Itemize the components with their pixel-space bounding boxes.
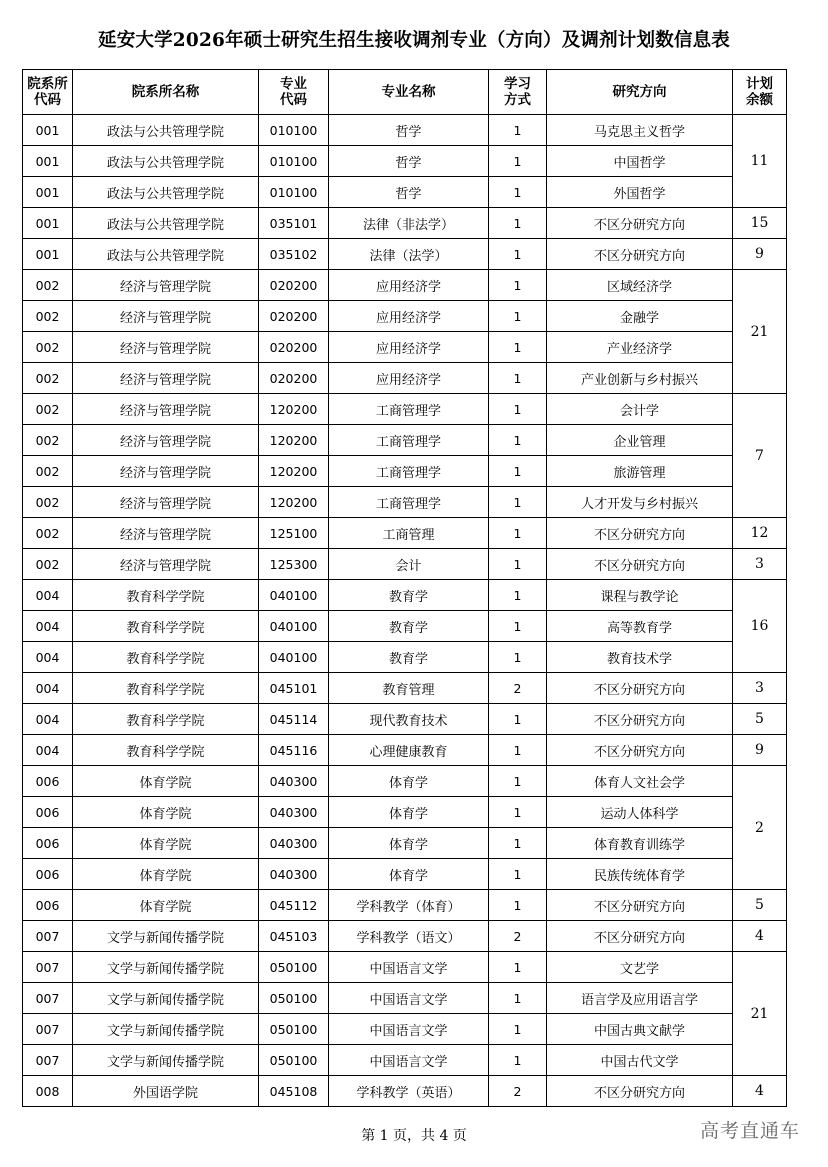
- cell-major-name: 体育学: [329, 766, 489, 797]
- cell-major-code: 045103: [259, 921, 329, 952]
- cell-plan-balance: 3: [733, 549, 787, 580]
- table-row: [23, 332, 787, 363]
- cell-major-name: 教育学: [329, 642, 489, 673]
- cell-major-code: 045114: [259, 704, 329, 735]
- cell-major-name: 工商管理: [329, 518, 489, 549]
- cell-major-name: 法律（法学）: [329, 239, 489, 270]
- cell-study-mode: 1: [489, 859, 547, 890]
- table-row: [23, 1014, 787, 1045]
- cell-major-code: 040100: [259, 611, 329, 642]
- cell-major-code: 020200: [259, 332, 329, 363]
- cell-study-mode: 1: [489, 518, 547, 549]
- cell-dept-name: 经济与管理学院: [73, 487, 259, 518]
- table-row: [23, 611, 787, 642]
- cell-plan-balance: 11: [733, 115, 787, 208]
- cell-study-mode: 1: [489, 177, 547, 208]
- table-row: [23, 642, 787, 673]
- cell-dept-code: 004: [23, 704, 73, 735]
- cell-major-name: 心理健康教育: [329, 735, 489, 766]
- cell-direction: 运动人体科学: [547, 797, 733, 828]
- table-row: [23, 301, 787, 332]
- cell-major-code: 040300: [259, 828, 329, 859]
- table-row: [23, 270, 787, 301]
- cell-major-name: 哲学: [329, 146, 489, 177]
- table-row: [23, 115, 787, 146]
- cell-plan-balance: 2: [733, 766, 787, 890]
- cell-direction: 不区分研究方向: [547, 1076, 733, 1107]
- cell-major-code: 040300: [259, 766, 329, 797]
- cell-dept-code: 002: [23, 425, 73, 456]
- cell-dept-code: 004: [23, 735, 73, 766]
- cell-study-mode: 1: [489, 115, 547, 146]
- cell-dept-code: 002: [23, 332, 73, 363]
- cell-major-name: 教育学: [329, 611, 489, 642]
- cell-dept-name: 体育学院: [73, 859, 259, 890]
- cell-direction: 企业管理: [547, 425, 733, 456]
- cell-major-name: 体育学: [329, 859, 489, 890]
- cell-study-mode: 2: [489, 673, 547, 704]
- cell-major-code: 050100: [259, 1045, 329, 1076]
- cell-dept-code: 006: [23, 859, 73, 890]
- table-row: [23, 518, 787, 549]
- cell-plan-balance: 16: [733, 580, 787, 673]
- cell-major-code: 035101: [259, 208, 329, 239]
- cell-study-mode: 1: [489, 425, 547, 456]
- table-row: [23, 146, 787, 177]
- cell-plan-balance: 21: [733, 952, 787, 1076]
- cell-major-name: 哲学: [329, 177, 489, 208]
- cell-direction: 文艺学: [547, 952, 733, 983]
- cell-major-code: 045108: [259, 1076, 329, 1107]
- cell-study-mode: 1: [489, 456, 547, 487]
- cell-dept-name: 经济与管理学院: [73, 549, 259, 580]
- cell-direction: 不区分研究方向: [547, 239, 733, 270]
- cell-study-mode: 2: [489, 1076, 547, 1107]
- cell-major-name: 工商管理学: [329, 487, 489, 518]
- cell-direction: 民族传统体育学: [547, 859, 733, 890]
- table-row: [23, 580, 787, 611]
- cell-plan-balance: 9: [733, 239, 787, 270]
- cell-direction: 会计学: [547, 394, 733, 425]
- table-row: [23, 1076, 787, 1107]
- cell-direction: 不区分研究方向: [547, 890, 733, 921]
- cell-plan-balance: 4: [733, 921, 787, 952]
- table-row: [23, 704, 787, 735]
- cell-dept-name: 经济与管理学院: [73, 456, 259, 487]
- page-number: 第 1 页，共 4 页: [361, 1128, 467, 1144]
- cell-major-name: 中国语言文学: [329, 1045, 489, 1076]
- cell-study-mode: 2: [489, 921, 547, 952]
- cell-direction: 不区分研究方向: [547, 208, 733, 239]
- cell-major-code: 045101: [259, 673, 329, 704]
- cell-major-name: 法律（非法学）: [329, 208, 489, 239]
- cell-direction: 不区分研究方向: [547, 735, 733, 766]
- table-row: [23, 797, 787, 828]
- cell-major-code: 040100: [259, 580, 329, 611]
- adjustment-table: [22, 69, 787, 1107]
- cell-study-mode: 1: [489, 208, 547, 239]
- cell-major-name: 学科教学（语文）: [329, 921, 489, 952]
- cell-study-mode: 1: [489, 270, 547, 301]
- table-row: [23, 890, 787, 921]
- cell-dept-name: 教育科学学院: [73, 580, 259, 611]
- cell-direction: 课程与教学论: [547, 580, 733, 611]
- cell-major-name: 应用经济学: [329, 332, 489, 363]
- cell-major-name: 哲学: [329, 115, 489, 146]
- cell-major-code: 040300: [259, 859, 329, 890]
- cell-dept-name: 政法与公共管理学院: [73, 208, 259, 239]
- cell-direction: 教育技术学: [547, 642, 733, 673]
- cell-dept-code: 002: [23, 487, 73, 518]
- cell-direction: 中国古典文献学: [547, 1014, 733, 1045]
- cell-direction: 金融学: [547, 301, 733, 332]
- table-row: [23, 735, 787, 766]
- table-row: [23, 983, 787, 1014]
- cell-direction: 不区分研究方向: [547, 673, 733, 704]
- cell-major-code: 035102: [259, 239, 329, 270]
- cell-major-code: 045116: [259, 735, 329, 766]
- header-major-name: 专业名称: [329, 70, 489, 115]
- header-major-code: 专业 代码: [259, 70, 329, 115]
- cell-dept-code: 007: [23, 921, 73, 952]
- cell-dept-code: 007: [23, 952, 73, 983]
- table-row: [23, 673, 787, 704]
- header-study-mode: 学习 方式: [489, 70, 547, 115]
- header-dept-code: 院系所 代码: [23, 70, 73, 115]
- table-row: [23, 487, 787, 518]
- cell-major-name: 工商管理学: [329, 456, 489, 487]
- cell-dept-name: 外国语学院: [73, 1076, 259, 1107]
- cell-direction: 外国哲学: [547, 177, 733, 208]
- cell-study-mode: 1: [489, 952, 547, 983]
- cell-plan-balance: 5: [733, 890, 787, 921]
- cell-major-code: 020200: [259, 363, 329, 394]
- cell-plan-balance: 12: [733, 518, 787, 549]
- cell-dept-name: 经济与管理学院: [73, 363, 259, 394]
- cell-dept-name: 教育科学学院: [73, 642, 259, 673]
- cell-dept-code: 004: [23, 642, 73, 673]
- cell-study-mode: 1: [489, 611, 547, 642]
- cell-dept-code: 001: [23, 146, 73, 177]
- cell-study-mode: 1: [489, 828, 547, 859]
- cell-plan-balance: 9: [733, 735, 787, 766]
- table-row: [23, 921, 787, 952]
- cell-major-code: 120200: [259, 425, 329, 456]
- cell-study-mode: 1: [489, 1014, 547, 1045]
- cell-study-mode: 1: [489, 487, 547, 518]
- cell-plan-balance: 5: [733, 704, 787, 735]
- cell-major-name: 体育学: [329, 828, 489, 859]
- cell-study-mode: 1: [489, 239, 547, 270]
- cell-direction: 体育教育训练学: [547, 828, 733, 859]
- cell-dept-code: 006: [23, 828, 73, 859]
- table-row: [23, 239, 787, 270]
- cell-major-code: 050100: [259, 983, 329, 1014]
- header-dept-name: 院系所名称: [73, 70, 259, 115]
- table-row: [23, 456, 787, 487]
- cell-direction: 人才开发与乡村振兴: [547, 487, 733, 518]
- table-row: [23, 394, 787, 425]
- cell-dept-name: 教育科学学院: [73, 704, 259, 735]
- cell-dept-code: 001: [23, 115, 73, 146]
- table-row: [23, 177, 787, 208]
- cell-major-code: 125300: [259, 549, 329, 580]
- cell-study-mode: 1: [489, 642, 547, 673]
- header-direction: 研究方向: [547, 70, 733, 115]
- cell-plan-balance: 15: [733, 208, 787, 239]
- cell-study-mode: 1: [489, 549, 547, 580]
- cell-dept-name: 体育学院: [73, 766, 259, 797]
- cell-major-name: 应用经济学: [329, 363, 489, 394]
- cell-plan-balance: 4: [733, 1076, 787, 1107]
- cell-major-name: 学科教学（英语）: [329, 1076, 489, 1107]
- cell-dept-code: 002: [23, 456, 73, 487]
- cell-plan-balance: 3: [733, 673, 787, 704]
- cell-direction: 语言学及应用语言学: [547, 983, 733, 1014]
- table-header-row: [23, 70, 787, 115]
- cell-major-code: 045112: [259, 890, 329, 921]
- table-body: [23, 115, 787, 1107]
- cell-direction: 中国古代文学: [547, 1045, 733, 1076]
- cell-direction: 不区分研究方向: [547, 549, 733, 580]
- cell-study-mode: 1: [489, 704, 547, 735]
- cell-study-mode: 1: [489, 1045, 547, 1076]
- cell-direction: 区域经济学: [547, 270, 733, 301]
- table-row: [23, 363, 787, 394]
- cell-direction: 旅游管理: [547, 456, 733, 487]
- cell-study-mode: 1: [489, 332, 547, 363]
- cell-major-name: 现代教育技术: [329, 704, 489, 735]
- cell-study-mode: 1: [489, 983, 547, 1014]
- cell-major-name: 工商管理学: [329, 394, 489, 425]
- header-plan: 计划 余额: [733, 70, 787, 115]
- table-row: [23, 766, 787, 797]
- cell-study-mode: 1: [489, 301, 547, 332]
- adjustment-table-container: [22, 69, 787, 1107]
- cell-direction: 高等教育学: [547, 611, 733, 642]
- cell-dept-code: 001: [23, 239, 73, 270]
- cell-dept-code: 001: [23, 177, 73, 208]
- cell-study-mode: 1: [489, 735, 547, 766]
- cell-major-code: 010100: [259, 177, 329, 208]
- cell-study-mode: 1: [489, 363, 547, 394]
- cell-major-name: 教育管理: [329, 673, 489, 704]
- cell-major-code: 040300: [259, 797, 329, 828]
- cell-direction: 马克思主义哲学: [547, 115, 733, 146]
- cell-major-name: 体育学: [329, 797, 489, 828]
- cell-dept-code: 002: [23, 549, 73, 580]
- cell-major-code: 020200: [259, 301, 329, 332]
- cell-major-code: 120200: [259, 456, 329, 487]
- cell-dept-name: 经济与管理学院: [73, 270, 259, 301]
- cell-dept-name: 文学与新闻传播学院: [73, 1045, 259, 1076]
- cell-study-mode: 1: [489, 394, 547, 425]
- cell-dept-name: 政法与公共管理学院: [73, 115, 259, 146]
- cell-major-name: 中国语言文学: [329, 1014, 489, 1045]
- table-row: [23, 952, 787, 983]
- cell-dept-code: 007: [23, 983, 73, 1014]
- page-title: 延安大学2026年硕士研究生招生接收调剂专业（方向）及调剂计划数信息表: [98, 30, 730, 51]
- cell-dept-name: 政法与公共管理学院: [73, 177, 259, 208]
- cell-dept-code: 002: [23, 301, 73, 332]
- cell-dept-code: 004: [23, 580, 73, 611]
- cell-major-code: 010100: [259, 115, 329, 146]
- cell-dept-code: 007: [23, 1045, 73, 1076]
- table-row: [23, 425, 787, 456]
- cell-dept-code: 006: [23, 766, 73, 797]
- cell-study-mode: 1: [489, 146, 547, 177]
- cell-major-name: 应用经济学: [329, 301, 489, 332]
- cell-dept-name: 体育学院: [73, 890, 259, 921]
- cell-study-mode: 1: [489, 890, 547, 921]
- cell-dept-code: 007: [23, 1014, 73, 1045]
- cell-major-code: 125100: [259, 518, 329, 549]
- cell-dept-name: 经济与管理学院: [73, 301, 259, 332]
- cell-dept-name: 经济与管理学院: [73, 332, 259, 363]
- cell-direction: 中国哲学: [547, 146, 733, 177]
- cell-major-name: 中国语言文学: [329, 983, 489, 1014]
- cell-major-name: 教育学: [329, 580, 489, 611]
- cell-dept-name: 文学与新闻传播学院: [73, 983, 259, 1014]
- table-row: [23, 828, 787, 859]
- cell-direction: 体育人文社会学: [547, 766, 733, 797]
- cell-dept-name: 文学与新闻传播学院: [73, 921, 259, 952]
- cell-dept-name: 体育学院: [73, 828, 259, 859]
- cell-dept-name: 教育科学学院: [73, 673, 259, 704]
- cell-major-code: 050100: [259, 952, 329, 983]
- cell-study-mode: 1: [489, 766, 547, 797]
- cell-dept-name: 政法与公共管理学院: [73, 146, 259, 177]
- cell-major-name: 中国语言文学: [329, 952, 489, 983]
- cell-dept-name: 文学与新闻传播学院: [73, 1014, 259, 1045]
- cell-dept-name: 经济与管理学院: [73, 518, 259, 549]
- cell-major-name: 工商管理学: [329, 425, 489, 456]
- cell-plan-balance: 21: [733, 270, 787, 394]
- cell-dept-code: 008: [23, 1076, 73, 1107]
- cell-major-code: 010100: [259, 146, 329, 177]
- cell-study-mode: 1: [489, 797, 547, 828]
- cell-dept-name: 体育学院: [73, 797, 259, 828]
- cell-direction: 不区分研究方向: [547, 921, 733, 952]
- cell-dept-name: 经济与管理学院: [73, 394, 259, 425]
- cell-major-code: 050100: [259, 1014, 329, 1045]
- cell-major-code: 120200: [259, 394, 329, 425]
- cell-dept-code: 001: [23, 208, 73, 239]
- cell-direction: 产业经济学: [547, 332, 733, 363]
- cell-direction: 不区分研究方向: [547, 518, 733, 549]
- cell-dept-code: 004: [23, 611, 73, 642]
- cell-dept-name: 政法与公共管理学院: [73, 239, 259, 270]
- cell-dept-code: 006: [23, 890, 73, 921]
- table-row: [23, 208, 787, 239]
- cell-study-mode: 1: [489, 580, 547, 611]
- cell-dept-code: 006: [23, 797, 73, 828]
- cell-major-code: 120200: [259, 487, 329, 518]
- cell-dept-name: 教育科学学院: [73, 735, 259, 766]
- cell-dept-name: 文学与新闻传播学院: [73, 952, 259, 983]
- cell-major-code: 020200: [259, 270, 329, 301]
- cell-dept-code: 002: [23, 518, 73, 549]
- cell-major-name: 会计: [329, 549, 489, 580]
- cell-major-name: 应用经济学: [329, 270, 489, 301]
- table-row: [23, 859, 787, 890]
- cell-dept-name: 教育科学学院: [73, 611, 259, 642]
- cell-dept-code: 002: [23, 363, 73, 394]
- cell-dept-code: 002: [23, 270, 73, 301]
- cell-dept-name: 经济与管理学院: [73, 425, 259, 456]
- cell-direction: 不区分研究方向: [547, 704, 733, 735]
- cell-major-name: 学科教学（体育）: [329, 890, 489, 921]
- cell-direction: 产业创新与乡村振兴: [547, 363, 733, 394]
- watermark: 高考直通车: [699, 1120, 800, 1142]
- cell-major-code: 040100: [259, 642, 329, 673]
- cell-plan-balance: 7: [733, 394, 787, 518]
- cell-dept-code: 004: [23, 673, 73, 704]
- table-row: [23, 1045, 787, 1076]
- table-row: [23, 549, 787, 580]
- cell-dept-code: 002: [23, 394, 73, 425]
